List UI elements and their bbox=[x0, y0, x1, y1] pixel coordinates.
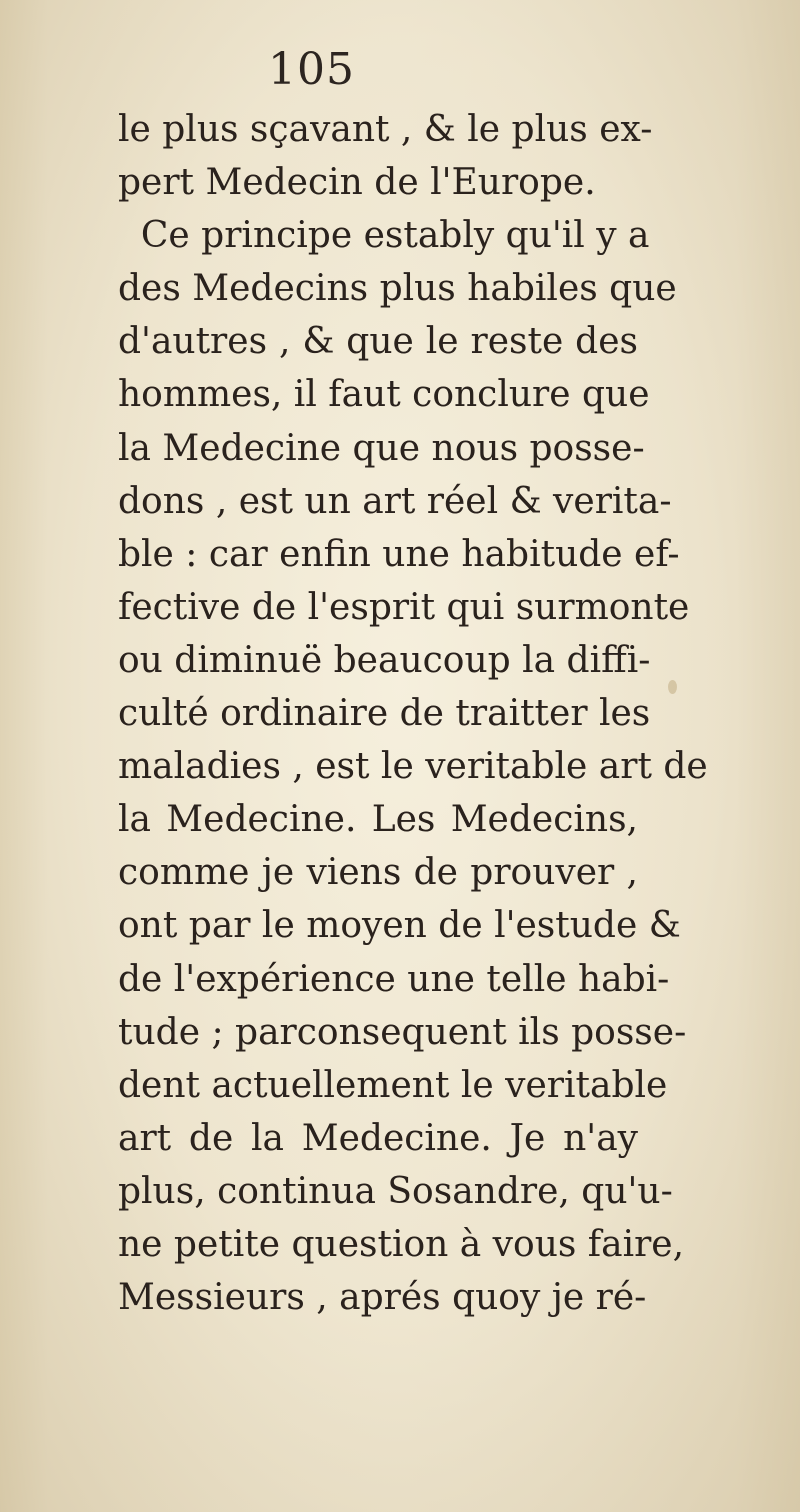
text-line: dent actuellement le veritable bbox=[118, 1064, 668, 1106]
text-line: art de la Medecine. Je n'ay bbox=[118, 1117, 638, 1159]
text-line: hommes, il faut conclure que bbox=[118, 374, 650, 416]
text-line: comme je viens de prouver , bbox=[118, 852, 638, 894]
text-line: le plus sçavant , & le plus ex- bbox=[118, 109, 653, 150]
text-line: la Medecine que nous posse- bbox=[118, 427, 645, 469]
text-line: pert Medecin de l'Europe. bbox=[118, 162, 596, 204]
text-line: Ce principe estably qu'il y a bbox=[118, 215, 650, 257]
text-line: ont par le moyen de l'estude & bbox=[118, 905, 681, 947]
text-line: tude ; parconsequent ils posse- bbox=[118, 1011, 687, 1053]
text-line: des Medecins plus habiles que bbox=[118, 268, 677, 310]
text-line: culté ordinaire de traitter les bbox=[118, 693, 651, 735]
text-line: Messieurs , aprés quoy je ré- bbox=[118, 1277, 647, 1319]
text-line: la Medecine. Les Medecins, bbox=[118, 799, 638, 841]
text-line: maladies , est le veritable art de bbox=[118, 746, 708, 788]
text-line: de l'expérience une telle habi- bbox=[118, 958, 670, 1000]
text-line: ble : car enfin une habitude ef- bbox=[118, 533, 680, 575]
body-text bbox=[118, 103, 708, 1324]
text-line: ne petite question à vous faire, bbox=[118, 1223, 685, 1265]
page-number: 105 bbox=[268, 44, 355, 95]
text-line: d'autres , & que le reste des bbox=[118, 321, 638, 363]
text-line: plus, continua Sosandre, qu'u- bbox=[118, 1170, 673, 1212]
text-line: fective de l'esprit qui surmonte bbox=[118, 586, 690, 628]
paper-stain bbox=[668, 680, 677, 694]
text-line: dons , est un art réel & verita- bbox=[118, 480, 672, 522]
text-line: ou diminuë beaucoup la diffi- bbox=[118, 639, 651, 681]
